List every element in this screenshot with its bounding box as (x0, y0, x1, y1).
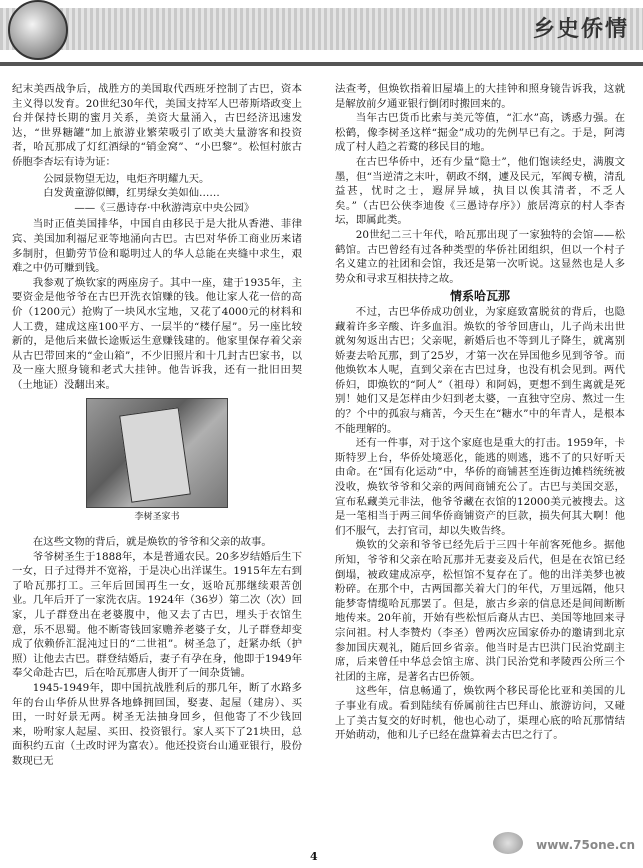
poem-line: 白发黄童游似鲫，红男绿女美如仙…… (43, 187, 220, 200)
watermark: www.75one.cn (536, 838, 635, 852)
paragraph: 爷爷树圣生于1888年，本是普通农民。20多岁结婚后生下一女，日子过得并不宽裕，于是决心出洋谋生。1915年左右到了哈瓦那打工。三年后回国再生一女，返哈瓦那继续艰苦创业。几年后开了一家洗衣店。1924年（36岁）第二次（次）回家，儿子群登出在老婆腹中，他又去了古巴，埋头于衣馆生意，乐不思蜀。他不断寄钱回家赡养老婆子女，儿子群登却变成了依赖侨汇混沌过日的“二世祖”。树圣急了，赶紧办纸（护照）让他去古巴。群登结婚后，妻子有孕在身，他即于1949年奉父命赴古巴，后在哈瓦那唐人街开了一间杂货铺。 (12, 550, 302, 680)
poem-line: 公园景物望无边，电炬齐明耀九天。 (43, 172, 210, 185)
page-header (0, 0, 643, 78)
globe-icon (8, 0, 68, 60)
paragraph: 不过，古巴华侨成功创业，为家庭致富脱贫的背后，也隐藏着许多辛酸、许多血泪。焕钦的爷爷回唐山，儿子尚未出世就匆匆返出古巴；父亲呢，新婚后也不等到儿子降生，就离别娇妻去哈瓦那，到了25岁，才第一次在异国他乡见到爷爷。而他焕钦本人呢，直到父亲在古巴过身，也没有机会见到。两代侨妇，即焕钦的“阿人”（祖母）和阿妈，更想不到生离就是死别！她们又是怎样由少妇到老太婆，一直独守空房、熬过一生的？个中的孤寂与痛苦，今天生在“糖水”中的年青人，是根本不能理解的。 (335, 305, 625, 435)
paragraph: 纪末美西战争后，战胜方的美国取代西班牙控制了古巴，资本主义得以发育。20世纪30年代，美国支持军人巴蒂斯塔政变上台并保持长期的蜜月关系，美资大量涌入，古巴经济迅速发达，“世界糖罐”加上旅游业繁荣吸引了欧美大量游客和投资者，哈瓦那成了灯红酒绿的“销金窝”、“小巴黎”。松恒村旅古侨胞李杏坛有诗为证： (12, 83, 302, 168)
watermark-logo-icon (493, 832, 523, 854)
header-divider (0, 62, 643, 66)
paragraph: 当年古巴货币比索与美元等值，“汇水”高，诱惑力强。在松鹤，像李树圣这样“掘金”成功的先例早已有之。于是，阿湾成了村人趋之若鹜的移民目的地。 (335, 112, 625, 154)
paragraph: 20世纪二三十年代，哈瓦那出现了一家独特的会馆——松鹤馆。古巴曾经有过各种类型的华侨社团组织，但以一个村子名义建立的社团和会馆，我还是第一次听说。这显然也是人多势众和寻求互相扶持之故。 (335, 228, 625, 285)
paragraph: 在古巴华侨中，还有少量“隐士”，他们饱读经史，满腹文墨，但“当逆清之末叶，朝政不纲，遽及民元，军阀专横，清乱益甚，忧时之士，遐屏异域，执目以俟其清者，不乏人矣。”（古巴公侠李迪俊《三愚诗存序》）旅居湾京的村人李杏坛，即属此类。 (335, 155, 625, 227)
paragraph: 在这些文物的背后，就是焕钦的爷爷和父亲的故事。 (32, 536, 272, 549)
section-title: 乡史侨情 (532, 17, 629, 42)
paragraph: 焕钦的父亲和爷爷已经先后于三四十年前客死他乡。据他所知，爷爷和父亲在哈瓦那并无妻妾及后代，但是在衣馆已经倒塌，被政建成凉亭，松恒馆不复存在了。他的出洋美梦也被粉碎。在那个中，古两国都关着大门的年代，万里远隔，他只能梦寄情缆哈瓦那罢了。但是，旅古乡亲的信息还是间间断断地传来。20年前，开始有些松恒后裔从古巴、美国等地回来寻宗问祖。村人李赞灼（李圣）曾两次应国家侨办的邀请到北京参加国庆观礼，随后回乡省亲。他当时是古巴洪门民治党副主席，后来曾任中华总会馆主席、洪门民治党和孝陵西公所三个社团的主席，是著名古巴侨领。 (335, 539, 625, 683)
paragraph: 1945-1949年，即中国抗战胜利后的那几年，断了水路多年的台山华侨从世界各地蜂拥回国，娶妻、起屋（建房）、买田，一时好景无两。树圣无法抽身回乡，但他寄了不少钱回来，吩咐家人起屋、买田、投资银行。家人买下了21块田，总面积约五亩（土改时评为富农）。他还投资台山通亚银行，股份数现已无 (12, 682, 302, 767)
page-number: 4 (310, 850, 318, 863)
letter-document-image (119, 408, 191, 503)
paragraph: 当时正值美国排华，中国自由移民于是大批从香港、菲律宾、美国加利福尼亚等地涌向古巴。古巴对华侨工商业历来诸多制肘，但勤劳节俭和聪明过人的华人总能在夹缝中求生，艰难之中仍可赚到钱。 (12, 218, 302, 275)
left-column (12, 82, 302, 769)
poem-quote (12, 172, 302, 216)
family-letter-photo (86, 398, 228, 508)
poem-source: ——《三愚诗存·中秋游湾京中央公园》 (74, 201, 255, 214)
paragraph: 法查考，但焕钦指着旧屋墙上的大挂钟和照身镜告诉我，这就是解放前夕通亚银行倒闭时搬回来的。 (335, 83, 625, 110)
section-heading: 情系哈瓦那 (449, 289, 510, 304)
right-column (335, 82, 625, 743)
paragraph: 这些年，信息畅通了，焕钦两个移民哥伦比亚和美国的儿子事业有成。看到陆续有侨属前往古巴拜山、旅游访问，又碰上了美古复交的好时机，他也心动了，渠理心底的哈瓦那情结开始萌动，他和儿子已经在盘算着去古巴之行了。 (335, 685, 625, 742)
photo-caption: 李树圣家书 (134, 512, 180, 523)
paragraph: 我参观了焕钦家的两座房子。其中一座，建于1935年，主要资金是他爷爷在古巴开洗衣馆赚的钱。他让家人花一倍的高价（1200元）抢购了一块风水宝地，又花了4000元的材料和人工费，建成这座100平方、一层半的“楼仔屋”。另一座比较新的，是他后来做长途贩运生意赚钱建的。他家里保存着父亲从古巴带回来的“金山箱”，不少旧照片和十几封古巴家书，以及一座大照身镜和老式大挂钟。他告诉我，还有一批旧田契（土地证）没翻出来。 (12, 276, 302, 391)
paragraph: 还有一件事，对于这个家庭也是重大的打击。1959年，卡斯特罗上台，华侨处境恶化，能逃的则逃，逃不了的只好听天由命。在“国有化运动”中，华侨的商铺甚至连街边摊档统统被没收，焕钦爷爷和父亲的两间商铺充公了。古巴与美国交恶，宣布私藏美元非法，他爷爷藏在衣馆的12000美元被搜去。这是一笔相当于两三间华侨商铺资产的巨款，损失何其大啊！他们不服气，去打官司，却以失败告终。 (335, 437, 625, 537)
